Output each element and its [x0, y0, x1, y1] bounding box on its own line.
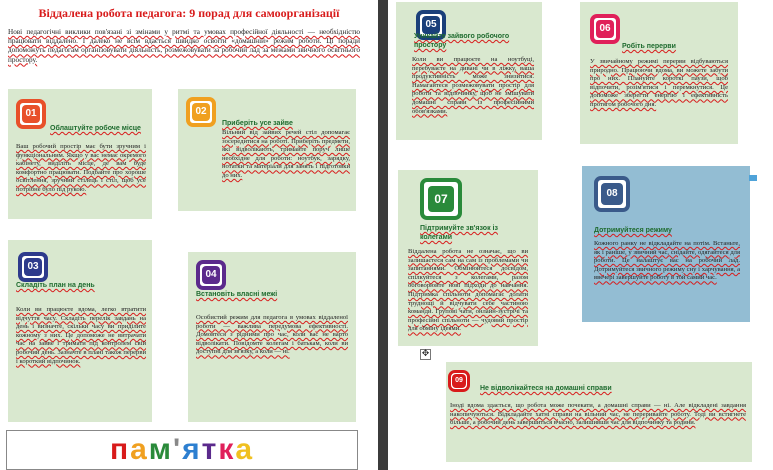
tip-text-07: Віддалена робота не означає, що ви залишаєтеся сам на сам із проблемами чи запитаннями. Обмінюйтеся досвідом, спілкуйтеся з колегами, разом обговорюйте нові підходи до навчання. Підтримка спільноти допомагає долати труднощі й відчувати себе частиною команди. Групові чати, онлайн-зустрічі та професійні спільноти — чудовий простір для обміну ідеями.: [408, 248, 528, 333]
selection-marker: [749, 175, 757, 181]
page-gutter: [378, 0, 388, 470]
tip-heading-08: Дотримуйтеся режиму: [594, 227, 672, 234]
memo-letter: а: [235, 433, 255, 466]
tip-card-03: [8, 240, 152, 422]
tip-heading-09: Не відволікайтеся на домашні справи: [480, 385, 612, 392]
intro-paragraph: Нові педагогічні виклики пов'язані зі змінами у ритмі та умовах професійної діяльності — необхідністю працювати віддалено. І далеко не всім вдається швидко освоїти «домашній» режим роботи. Ці поради допоможуть педагогам організовувати діяльність, розмежовувати за робочий лад за межами звичного освітнього простору.: [8, 28, 360, 64]
tip-card-02: [178, 89, 356, 211]
memo-letter: м: [148, 433, 173, 466]
tip-text-02: Вільний від зайвих речей стіл допомагає зосередитися на роботі. Приберіть предмети, які відволікають, тримайте поруч лише необхідне для роботи: ноутбук, зарядку, нотатки та матеріали для занять і підготовки до них.: [222, 129, 350, 179]
number-badge-04: 04: [196, 260, 226, 290]
move-icon[interactable]: ✥: [421, 349, 430, 359]
tip-text-06: У звичайному режимі перерви відбуваються природно. Працюючи вдома, ви можете забути про них. Плануйте короткі паузи, щоб відпочити, розім'ятися і перемкнутися. Це допоможе зберегти енергію і ефективність протягом робочого дня.: [590, 58, 728, 108]
tip-card-01: [8, 89, 152, 219]
tip-text-01: Ваш робочий простір має бути зручним і функціональним. Якщо у вас немає окремого кабінету, виділіть місце, де вам буде комфортно працювати. Подбайте про хороше освітлення, зручний стілець і стіл, щоб усе потрібне було під рукою.: [16, 143, 146, 193]
tip-heading-07: Підтримуйте зв'язок із колегами: [420, 225, 498, 241]
tip-text-05: Коли ви працюєте на ноутбуці, перебуваєте на дивані чи в ліжку, ваша продуктивність може знизитися. Намагайтеся розмежовувати простір для роботи та відпочинку, щоб не змішувати домашні справи із професійними обов'язками.: [412, 56, 534, 115]
number-badge-08: 08: [594, 176, 630, 212]
memo-letter: п: [109, 433, 131, 466]
tip-card-07: [398, 170, 538, 346]
tip-heading-03: Складіть план на день: [16, 282, 95, 289]
number-badge-06: 06: [590, 14, 620, 44]
right-page: [388, 0, 773, 470]
memo-banner: [6, 430, 358, 470]
number-badge-07: 07: [420, 178, 462, 220]
tip-heading-05: Уникайте зайвого робочого простору: [414, 33, 510, 49]
tip-card-06: [580, 2, 738, 144]
tip-text-09: Іноді вдома здається, що робота може почекати, а домашні справи — ні. Але відкладені завдання накопичуються. Відкладайте хатні справи на вільний час, не переривайте роботу. Тоді ви встигнете більше, а робочий день завершиться вчасно, залишивши час для відпочинку та родини.: [450, 402, 746, 427]
tip-text-04: Особистий режим для педагога в умовах віддаленої роботи — важлива передумова ефективності. Домовтеся з рідними про час, коли вас не варто відволікати. Повідомте колегам і батькам, коли ви доступні для зв'язку, а коли — ні.: [196, 314, 348, 356]
memo-letter: а: [130, 433, 149, 466]
left-page: [0, 0, 378, 470]
number-badge-03: 03: [18, 252, 48, 282]
memo-title: [7, 433, 357, 467]
document-title: Віддалена робота педагога: 9 порад для самоорганізації: [38, 6, 340, 20]
tip-heading-02: Приберіть усе зайве: [222, 120, 293, 127]
number-badge-05: 05: [416, 10, 446, 40]
tip-text-08: Кожного ранку не відкладайте на потім. Встаньте, як і раніше, у звичний час, снідайте, одягайтеся для роботи. Це налаштує вас на робочий лад. Дотримуйтеся звичного режиму сну і харчування, а ввечері завершуйте роботу в той самий час.: [594, 240, 740, 282]
tip-heading-01: Облаштуйте робоче місце: [50, 125, 141, 132]
tip-card-05: [396, 2, 542, 140]
memo-letter: к: [218, 433, 236, 466]
tip-card-08: [582, 166, 750, 322]
memo-letter: я: [182, 433, 202, 466]
memo-letter: т: [201, 433, 219, 466]
tip-card-04: [188, 252, 356, 422]
tip-text-03: Коли ви працюєте вдома, легко втратити відчуття часу. Складіть перелік завдань на день і визначте, скільки часу ви приділите кожному з них. Це допоможе не витрачати час на зайве і тримати під контролем свій робочий день. Зазначте в плані також перерви і короткий відпочинок.: [16, 306, 146, 365]
number-badge-01: 01: [16, 99, 46, 129]
number-badge-02: 02: [186, 97, 216, 127]
tip-card-09: [446, 362, 752, 462]
tip-heading-04: Встановіть власні межі: [196, 291, 278, 298]
tip-heading-06: Робіть перерви: [622, 43, 676, 50]
number-badge-09: 09: [448, 370, 470, 392]
memo-letter: ': [172, 433, 183, 466]
